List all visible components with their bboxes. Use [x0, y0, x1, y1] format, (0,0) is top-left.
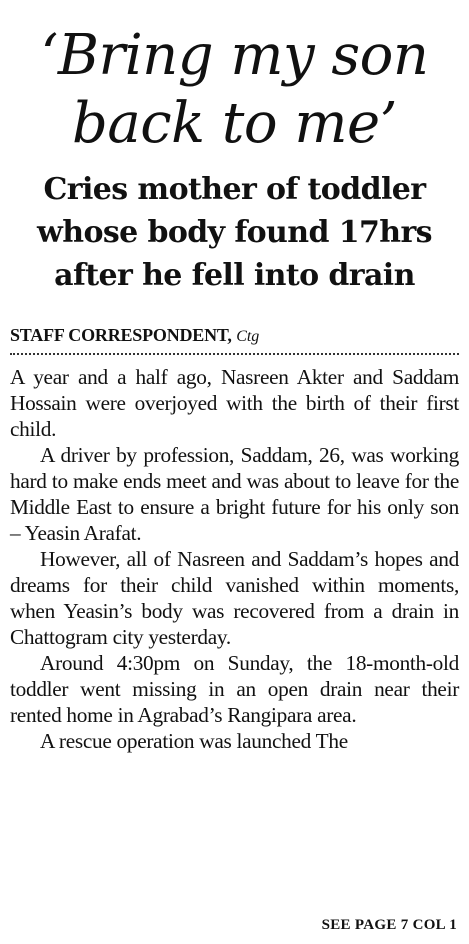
headline-line: ‘Bring my son: [40, 23, 429, 88]
body-paragraph: A driver by profession, Saddam, 26, was working hard to make ends meet and was about to leave for the Middle East to ensure a bright future for his only son – Yeasin Arafat.: [10, 443, 459, 545]
article-body: [10, 364, 459, 754]
byline-location: Ctg: [236, 328, 260, 345]
body-paragraph: A year and a half ago, Nasreen Akter and Saddam Hossain were overjoyed with the birth of their first child.: [10, 365, 459, 441]
subheadline-line: whose body found 17hrs: [37, 215, 432, 250]
byline: [10, 325, 459, 355]
body-paragraph: A rescue operation was launched The: [40, 729, 348, 753]
byline-name: STAFF CORRESPONDENT,: [10, 325, 232, 345]
subheadline: [10, 168, 459, 297]
headline-line: back to me’: [72, 91, 397, 156]
body-paragraph: Around 4:30pm on Sunday, the 18-month-old toddler went missing in an open drain near their rented home in Agrabad’s Rangipara area.: [10, 651, 459, 727]
headline: [10, 0, 459, 158]
body-paragraph: However, all of Nasreen and Saddam’s hopes and dreams for their child vanished within moments, when Yeasin’s body was recovered from a drain in Chattogram city yesterday.: [10, 547, 459, 649]
continued-on-page-link[interactable]: SEE PAGE 7 COL 1: [321, 917, 457, 933]
subheadline-line: after he fell into drain: [54, 258, 415, 293]
subheadline-line: Cries mother of toddler: [43, 172, 426, 207]
